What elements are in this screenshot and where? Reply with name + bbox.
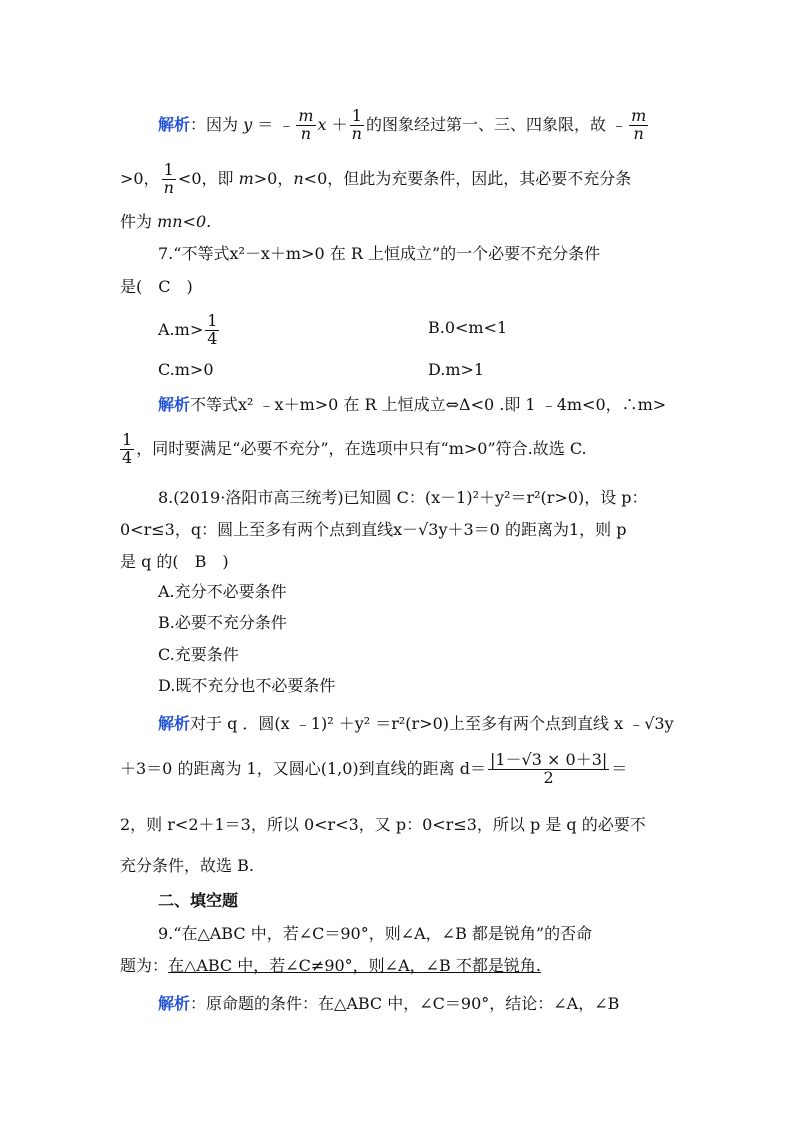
q8-option-b: B.必要不充分条件 <box>158 613 287 632</box>
q7-stem-line-2: 是( C ) <box>120 277 193 296</box>
q7-solution-line-1: 解析不等式x² ﹣x＋m>0 在 R 上恒成立⇔Δ<0 .即 1 ﹣4m<0，∴m> <box>158 395 667 414</box>
fraction-m-over-n: $\frac{m}{n}$ <box>298 106 314 143</box>
fraction-m-over-n-2: $\frac{m}{n}$ <box>631 106 647 143</box>
q9-solution-line-1: 解析：原命题的条件：在△ABC 中，∠C＝90°，结论：∠A，∠B <box>158 994 620 1013</box>
q7-solution-line-2: $\frac{1}{4}$ ，同时要满足“必要不充分”，在选项中只有“m>0”符合.故选 C. <box>122 430 587 467</box>
q8-stem-line-1: 8.(2019·洛阳市高三统考)已知圆 C：(x－1)²＋y²＝r²(r>0)，设 p： <box>158 488 648 507</box>
solution-line-2: >0， $\frac{1}{n}$ <0，即 m>0，n<0，但此为充要条件，因此，其必要不充分条 <box>120 160 632 197</box>
fraction-1-over-4-2: $\frac{1}{4}$ <box>122 430 133 467</box>
q9-answer: 在△ABC 中，若∠C≠90°，则∠A，∠B 不都是锐角. <box>168 956 541 975</box>
q8-stem-line-3: 是 q 的( B ) <box>120 552 229 571</box>
solution-label: 解析 <box>158 714 191 733</box>
solution-label: 解析 <box>158 395 191 414</box>
q7-option-d: D.m>1 <box>428 360 485 379</box>
q7-option-a: A.m> $\frac{1}{4}$ <box>158 311 218 348</box>
fraction-1-over-4: $\frac{1}{4}$ <box>207 311 218 348</box>
q8-option-d: D.既不充分也不必要条件 <box>158 676 336 695</box>
q9-stem-line-1: 9.“在△ABC 中，若∠C＝90°，则∠A，∠B 都是锐角”的否命 <box>158 924 593 943</box>
solution-line-1: 解析：因为 y ＝ ﹣ $\frac{m}{n}$ x ＋ $\frac{1}{n}$ 的图象经过第一、三、四象限，故 ﹣ $\frac{m}{n}$ <box>158 106 647 143</box>
q8-solution-line-2: ＋3＝0 的距离为 1，又圆心(1,0)到直线的距离 d＝ $\frac{|1-√3 \times 0+3|}{2}$ ＝ <box>120 750 628 787</box>
solution-label: 解析 <box>158 114 191 134</box>
fraction-1-over-n-2: $\frac{1}{n}$ <box>163 160 174 197</box>
q8-option-a: A.充分不必要条件 <box>158 582 287 601</box>
q9-stem-line-2: 题为：在△ABC 中，若∠C≠90°，则∠A，∠B 不都是锐角. <box>120 956 541 975</box>
q8-option-c: C.充要条件 <box>158 645 239 664</box>
q8-solution-line-1: 解析对于 q ．圆(x ﹣1)² ＋y² ＝r²(r>0)上至多有两个点到直线 x ﹣√3y <box>158 714 674 733</box>
q7-stem-line-1: 7.“不等式x²－x＋m>0 在 R 上恒成立”的一个必要不充分条件 <box>158 244 601 263</box>
fraction-1-over-n: $\frac{1}{n}$ <box>351 106 362 143</box>
q7-option-b: B.0<m<1 <box>428 318 508 337</box>
distance-fraction: $\frac{|1-√3 \times 0+3|}{2}$ <box>489 750 608 787</box>
solution-line-3: 件为 mn<0. <box>120 212 212 231</box>
q8-stem-line-2: 0<r≤3，q：圆上至多有两个点到直线x－√3y＋3＝0 的距离为1，则 p <box>120 520 627 539</box>
section-heading: 二、填空题 <box>158 891 239 910</box>
q8-solution-line-3: 2，则 r<2＋1＝3，所以 0<r<3，又 p：0<r≤3，所以 p 是 q 的必要不 <box>120 815 646 834</box>
solution-label: 解析 <box>158 994 191 1013</box>
q7-option-c: C.m>0 <box>158 360 214 379</box>
q8-solution-line-4: 充分条件，故选 B. <box>120 856 254 875</box>
